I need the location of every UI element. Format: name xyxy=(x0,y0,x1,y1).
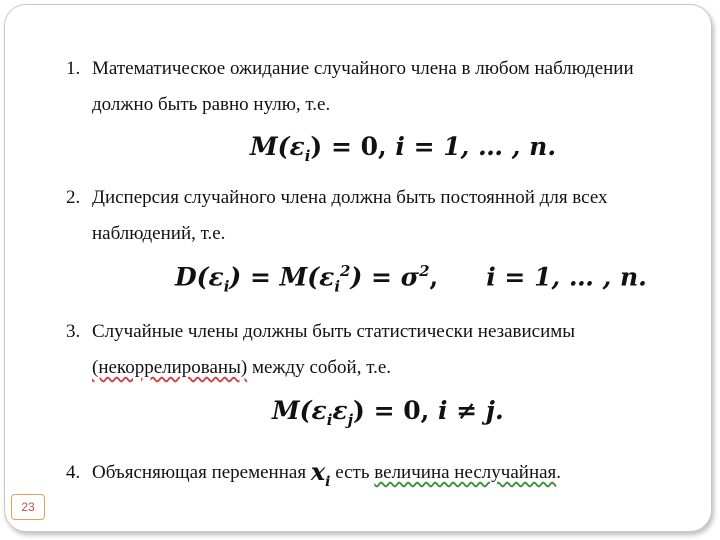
formula-part: ) = 0, xyxy=(310,132,396,161)
formula-expectation xyxy=(250,132,556,165)
formula-superscript: 2 xyxy=(340,262,351,280)
formula-subscript: j xyxy=(347,411,354,429)
item-number: 4. xyxy=(66,462,81,483)
item-number: 3. xyxy=(66,321,81,342)
item-text-line1: Случайные члены должны быть статистически независимы xyxy=(92,321,576,342)
variable-x-i xyxy=(310,457,331,490)
item-text-line1: Дисперсия случайного члена должна быть постоянной для всех xyxy=(92,187,608,208)
item-text-line1: Математическое ожидание случайного члена в любом наблюдении xyxy=(92,58,634,79)
item-text-line2: должно быть равно нулю, т.е. xyxy=(92,94,331,115)
item-text-line2 xyxy=(66,350,666,386)
formula-part: M(ε xyxy=(272,396,327,425)
spellcheck-word: (некоррелированы) xyxy=(92,357,248,378)
formula-subscript: i xyxy=(326,411,333,429)
formula-subscript: i xyxy=(223,277,230,296)
item-text: . xyxy=(556,462,562,483)
variable-symbol: x xyxy=(310,457,326,486)
slide-number-badge: 23 xyxy=(11,494,45,520)
formula-part: D(ε xyxy=(175,262,224,292)
item-text-line2: наблюдений, т.е. xyxy=(92,223,226,244)
formula-covariance xyxy=(272,396,504,429)
grammar-check-phrase: величина неслучайная xyxy=(374,462,557,483)
formula-subscript: i xyxy=(334,277,341,296)
variable-subscript: i xyxy=(325,473,331,490)
formula-condition: i = 1, … , n. xyxy=(395,132,557,161)
list-item-3 xyxy=(66,314,666,386)
formula-part: ) = σ xyxy=(350,262,420,292)
formula-part: ) = 0, xyxy=(353,396,439,425)
formula-part: M(ε xyxy=(250,132,305,161)
formula-condition: i = 1, … , n. xyxy=(486,262,647,292)
list-item-1 xyxy=(66,51,666,123)
formula-variance xyxy=(175,262,647,295)
formula-part: , xyxy=(429,262,439,292)
item-number: 1. xyxy=(66,58,81,79)
formula-superscript: 2 xyxy=(419,262,430,280)
item-text: Объясняющая переменная xyxy=(92,462,307,483)
formula-part: ) = M(ε xyxy=(229,262,335,292)
list-item-2 xyxy=(66,180,666,252)
item-text: между собой, т.е. xyxy=(247,357,392,378)
item-number: 2. xyxy=(66,187,81,208)
formula-part: ε xyxy=(332,396,348,425)
formula-condition: i ≠ j. xyxy=(438,396,504,425)
formula-subscript: i xyxy=(304,147,311,165)
list-item-4 xyxy=(66,454,666,500)
item-text: есть xyxy=(335,462,375,483)
